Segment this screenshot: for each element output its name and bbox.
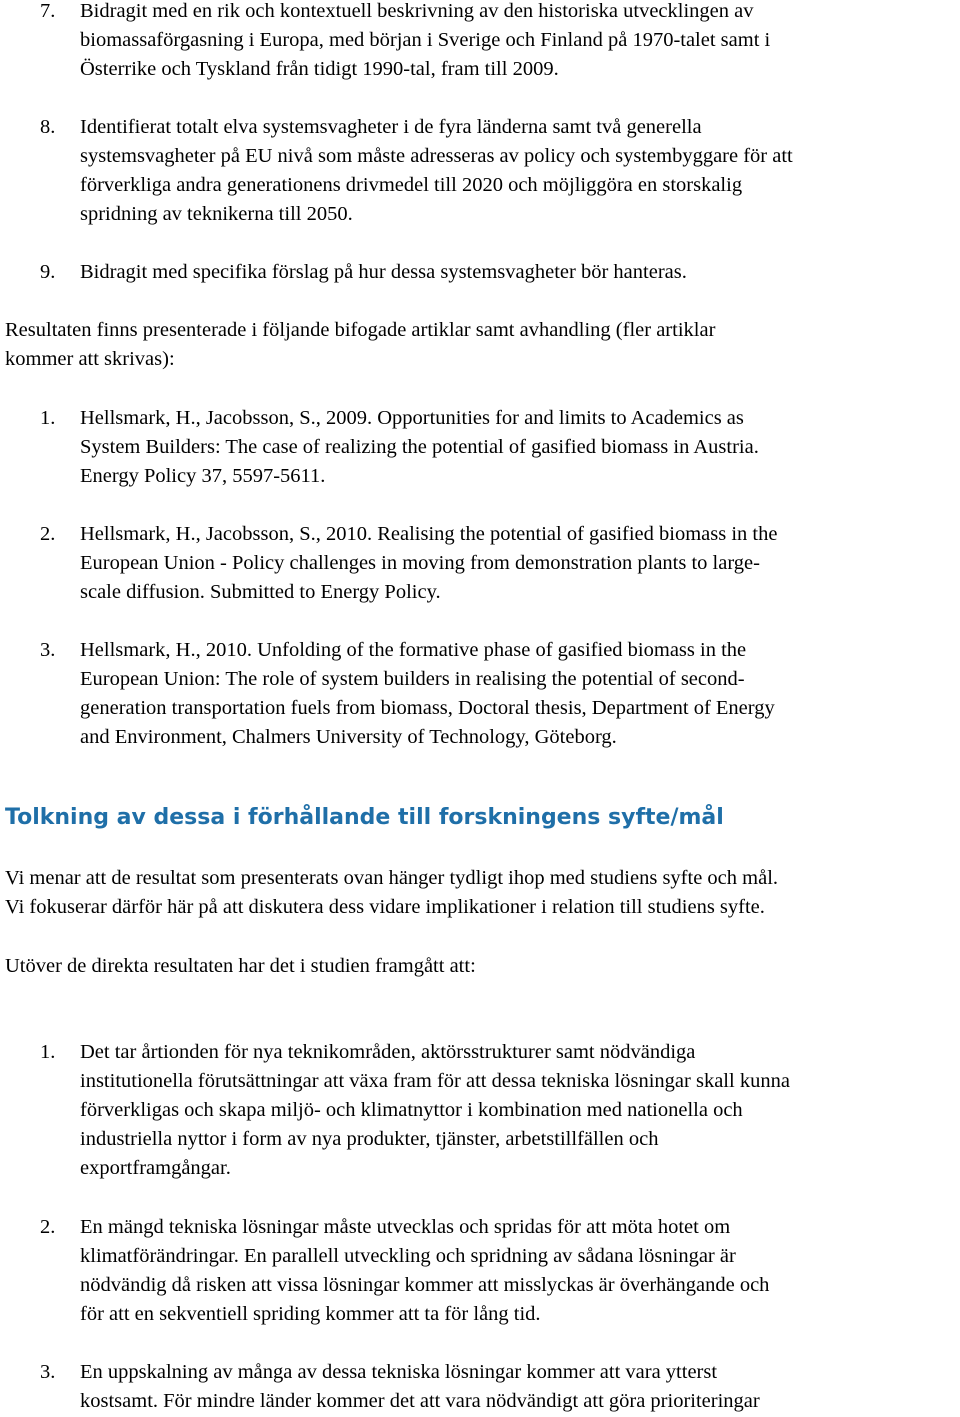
text-line: Vi fokuserar därför här på att diskutera dess vidare implikationer i relation till studiens syfte. [5,896,765,918]
text-line: klimatförändringar. En parallell utveckling och spridning av sådana lösningar är [80,1245,736,1267]
list-number: 2. [40,1216,56,1238]
list-number: 8. [40,116,56,138]
list-item-7 [0,0,960,84]
text-line: and Environment, Chalmers University of Technology, Göteborg. [80,726,617,748]
text-line: Utöver de direkta resultaten har det i studien framgått att: [5,955,476,977]
text-line: Hellsmark, H., 2010. Unfolding of the formative phase of gasified biomass in the [80,639,747,661]
list-item-9 [0,258,960,287]
text-line: Vi menar att de resultat som presenterats ovan hänger tydligt ihop med studiens syfte och mål. [5,867,779,889]
finding-item-3 [0,1358,960,1416]
reference-item-2 [0,520,960,607]
text-line: spridning av teknikerna till 2050. [80,203,353,225]
list-number: 7. [40,0,56,22]
text-line: scale diffusion. Submitted to Energy Policy. [80,581,441,603]
list-text [80,258,960,287]
reference-item-3 [0,636,960,752]
finding-item-1 [0,1038,960,1183]
text-line: generation transportation fuels from biomass, Doctoral thesis, Department of Energy [80,697,775,719]
reference-text [80,636,960,752]
list-number: 1. [40,1041,56,1063]
text-line: institutionella förutsättningar att växa fram för att dessa tekniska lösningar skall kunna [80,1070,790,1092]
text-line: Hellsmark, H., Jacobsson, S., 2010. Realising the potential of gasified biomass in the [80,523,778,545]
text-line: exportframgångar. [80,1157,231,1179]
text-line: Bidragit med specifika förslag på hur dessa systemsvagheter bör hanteras. [80,261,687,283]
text-line: kostsamt. För mindre länder kommer det att vara nödvändigt att göra prioriteringar [80,1390,760,1412]
finding-text [80,1038,960,1183]
reference-text [80,404,960,491]
text-line: Identifierat totalt elva systemsvagheter i de fyra länderna samt två generella [80,116,702,138]
list-text [80,0,960,84]
text-line: Det tar årtionden för nya teknikområden, aktörsstrukturer samt nödvändiga [80,1041,696,1063]
reference-item-1 [0,404,960,491]
lead-in-paragraph [5,952,960,981]
text-line: biomassaförgasning i Europa, med början i Sverige och Finland på 1970-talet samt i [80,29,771,51]
list-item-8 [0,113,960,229]
list-number: 9. [40,261,56,283]
text-line: Energy Policy 37, 5597-5611. [80,465,326,487]
text-line: nödvändig då risken att vissa lösningar kommer att misslyckas är överhängande och [80,1274,770,1296]
text-line: Österrike och Tyskland från tidigt 1990-tal, fram till 2009. [80,58,559,80]
text-line: för att en sekventiell spriding kommer att ta för lång tid. [80,1303,541,1325]
finding-text [80,1213,960,1329]
text-line: Hellsmark, H., Jacobsson, S., 2009. Opportunities for and limits to Academics as [80,407,744,429]
list-number: 3. [40,639,56,661]
list-text [80,113,960,229]
text-line: industriella nyttor i form av nya produkter, tjänster, arbetstillfällen och [80,1128,659,1150]
section-intro [5,864,960,922]
text-line: European Union: The role of system builders in realising the potential of second- [80,668,745,690]
text-line: System Builders: The case of realizing the potential of gasified biomass in Austria. [80,436,759,458]
list-number: 1. [40,407,56,429]
text-line: förverkligas och skapa miljö- och klimatnyttor i kombination med nationella och [80,1099,743,1121]
list-number: 3. [40,1361,56,1383]
text-line: Resultaten finns presenterade i följande bifogade artiklar samt avhandling (fler artiklar [5,319,716,341]
reference-text [80,520,960,607]
text-line: En uppskalning av många av dessa tekniska lösningar kommer att vara ytterst [80,1361,718,1383]
finding-text [80,1358,960,1416]
text-line: förverkliga andra generationens drivmedel till 2020 och möjliggöra en storskalig [80,174,743,196]
text-line: En mängd tekniska lösningar måste utvecklas och spridas för att möta hotet om [80,1216,731,1238]
text-line: European Union - Policy challenges in moving from demonstration plants to large- [80,552,760,574]
list-number: 2. [40,523,56,545]
text-line: kommer att skrivas): [5,348,175,370]
section-heading: Tolkning av dessa i förhållande till forskningens syfte/mål [5,805,724,830]
finding-item-2 [0,1213,960,1329]
text-line: systemsvagheter på EU nivå som måste adresseras av policy och systembyggare för att [80,145,793,167]
text-line: Bidragit med en rik och kontextuell beskrivning av den historiska utvecklingen av [80,0,754,22]
results-intro [5,316,960,374]
